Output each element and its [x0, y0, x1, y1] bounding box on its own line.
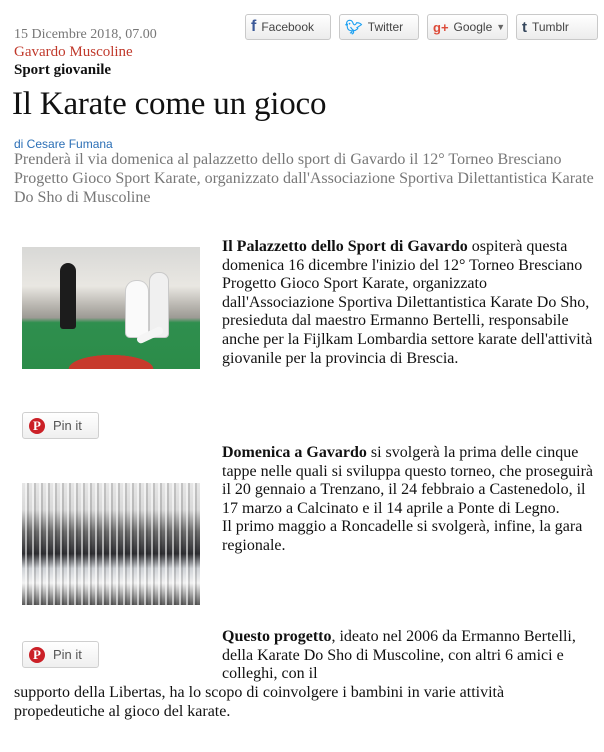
tumblr-icon: t: [522, 18, 527, 36]
article-location-link[interactable]: Gavardo Muscoline: [14, 44, 133, 60]
karateka-figure: [126, 281, 148, 337]
referee-figure: [60, 263, 76, 329]
pin-it-button[interactable]: [22, 412, 99, 439]
facebook-share-button[interactable]: [245, 14, 331, 40]
facebook-icon: f: [251, 18, 257, 35]
article-date: 15 Dicembre 2018, 07.00: [14, 27, 157, 42]
article-paragraph: [222, 238, 594, 368]
twitter-share-button[interactable]: [339, 14, 419, 40]
pin-it-label: Pin it: [53, 418, 82, 433]
paragraph-text: si svolgerà la prima delle cinque tappe nelle quali si sviluppa questo torneo, che proseguirà il 20 gennaio a Trenzano, il 24 febbraio a Castenedolo, il 17 marzo a Calcinato e il 14 aprile a Ponte di Legno.: [222, 444, 594, 517]
article-paragraph: [222, 444, 594, 556]
article-lead: Prenderà il via domenica al palazzetto dello sport di Gavardo il 12° Torneo Bresciano Progetto Gioco Sport Karate, organizzato dall'Associazione Sportiva Dilettantistica Karate Do Sho di Muscoline: [14, 151, 594, 206]
pinterest-icon: P: [29, 647, 45, 663]
paragraph-lead-in: Il Palazzetto dello Sport di Gavardo: [222, 238, 468, 255]
article-paragraph-continuation: supporto della Libertas, ha lo scopo di coinvolgere i bambini in varie attività propedeutiche al gioco del karate.: [14, 684, 505, 720]
pinterest-icon: P: [29, 418, 45, 434]
google-plus-icon: g+: [433, 19, 449, 35]
twitter-share-label: Twitter: [367, 20, 404, 34]
twitter-bird-icon: 🐦︎: [345, 18, 363, 35]
article-title: Il Karate come un gioco: [12, 86, 327, 122]
facebook-share-label: Facebook: [261, 20, 315, 34]
article-byline-link[interactable]: di Cesare Fumana: [14, 137, 113, 151]
paragraph-text: , ideato nel 2006 da Ermanno Bertelli, della Karate Do Sho di Muscoline, con altri 6 amici e colleghi, con il: [222, 628, 576, 683]
paragraph-lead-in: Domenica a Gavardo: [222, 444, 367, 461]
google-plus-share-button[interactable]: [427, 14, 508, 40]
pin-it-label: Pin it: [53, 647, 82, 662]
paragraph-lead-in: Questo progetto: [222, 628, 332, 645]
tumblr-share-button[interactable]: [516, 14, 598, 40]
article-category: Sport giovanile: [14, 62, 112, 78]
pin-it-button[interactable]: [22, 641, 99, 668]
article-paragraph: [222, 628, 594, 684]
google-plus-share-label: Google: [453, 20, 493, 34]
athletes-group-photo[interactable]: [22, 483, 200, 605]
share-bar: [245, 14, 598, 40]
paragraph-text: Il primo maggio a Roncadelle si svolgerà, infine, la gara regionale.: [222, 518, 583, 554]
tumblr-share-label: Tumblr: [532, 20, 569, 34]
dropdown-caret-icon: ▼: [496, 22, 506, 32]
karate-match-photo[interactable]: [22, 247, 200, 369]
paragraph-text: ospiterà questa domenica 16 dicembre l'inizio del 12° Torneo Bresciano Progetto Gioco Sport Karate, organizzato dall'Associazione Sportiva Dilettantistica Karate Do Sho, presieduta dal maestro Ermanno Bertelli, responsabile anche per la Fijlkam Lombardia settore karate dell'attività giovanile per la provincia di Brescia.: [222, 238, 593, 367]
